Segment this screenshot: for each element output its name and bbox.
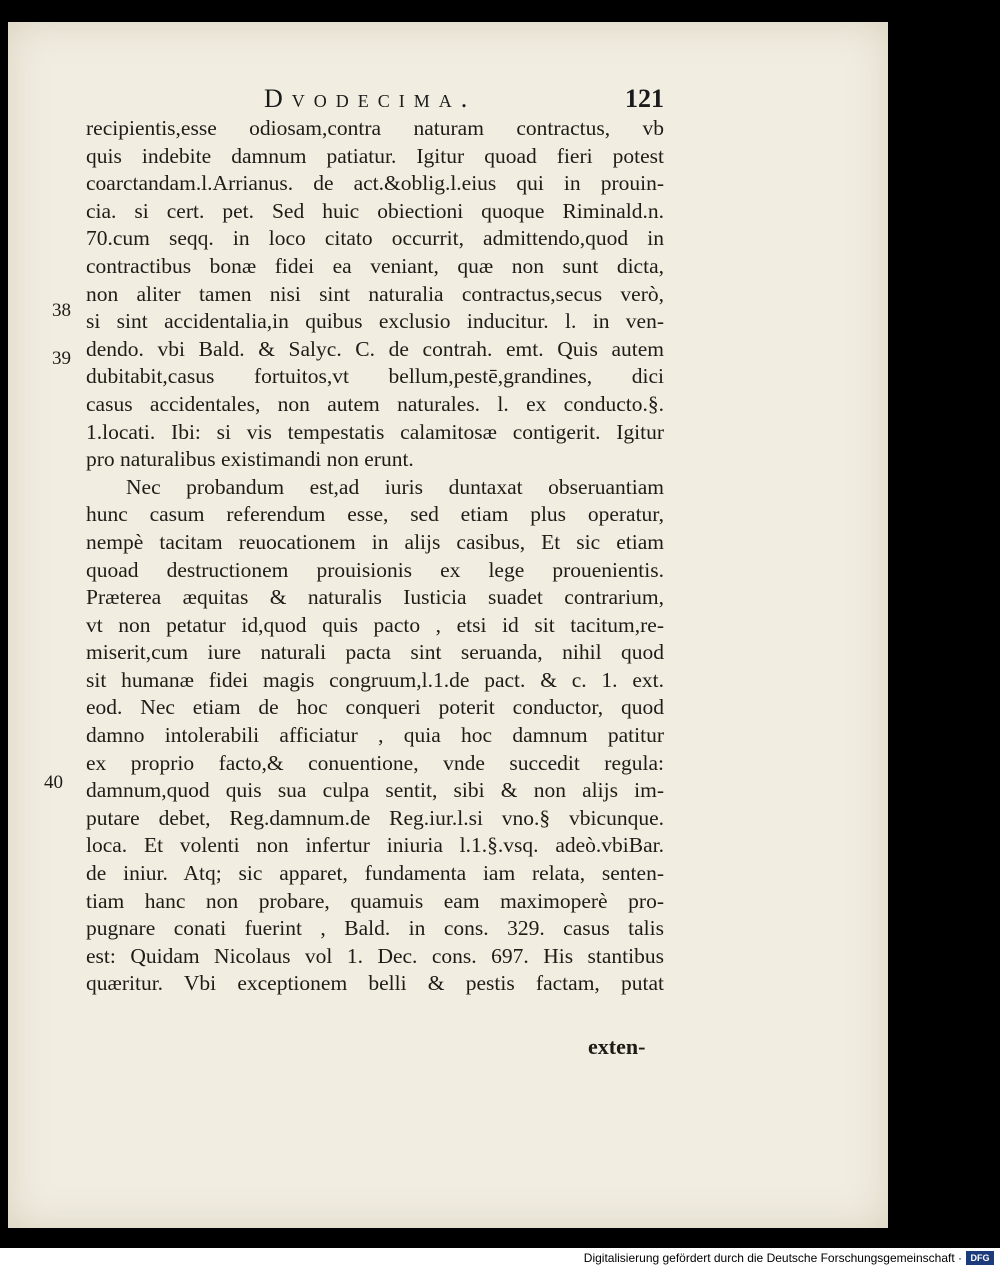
footer-bar xyxy=(0,1248,1000,1269)
text-line: hunc casum referendum esse, sed etiam plus operatur, xyxy=(86,502,664,527)
text-line: dubitabit,casus fortuitos,vt bellum,pestē,grandines, dici xyxy=(86,364,664,389)
text-line: Nec probandum est,ad iuris duntaxat obseruantiam xyxy=(126,474,664,499)
text-line: eod. Nec etiam de hoc conqueri poterit conductor, quod xyxy=(86,695,664,720)
funding-credit: Digitalisierung gefördert durch die Deutsche Forschungsgemeinschaft · xyxy=(583,1251,962,1265)
text-line: damno intolerabili afficiatur , quia hoc damnum patitur xyxy=(86,723,664,748)
page-number: 121 xyxy=(625,84,664,113)
running-title: Dvodecima. xyxy=(264,84,477,113)
text-line: 70.cum seqq. in loco citato occurrit, admittendo,quod in xyxy=(86,226,664,251)
text-line: non aliter tamen nisi sint naturalia contractus,secus verò, xyxy=(86,281,664,306)
text-line: Præterea æquitas & naturalis Iusticia suadet contrarium, xyxy=(86,585,664,610)
text-line: de iniur. Atq; sic apparet, fundamenta iam relata, senten- xyxy=(86,861,664,886)
text-line: tiam hanc non probare, quamuis eam maximoperè pro- xyxy=(86,888,664,913)
text-line: dendo. vbi Bald. & Salyc. C. de contrah. emt. Quis autem xyxy=(86,336,664,361)
text-line: si sint accidentalia,in quibus exclusio inducitur. l. in ven- xyxy=(86,309,664,334)
catchword: exten- xyxy=(588,1034,646,1059)
text-line: contractibus bonæ fidei ea veniant, quæ non sunt dicta, xyxy=(86,253,664,278)
body-text xyxy=(86,115,664,998)
margin-number: 39 xyxy=(52,348,71,369)
text-line: sit humanæ fidei magis congruum,l.1.de pact. & c. 1. ext. xyxy=(86,667,664,692)
text-line: cia. si cert. pet. Sed huic obiectioni quoque Riminald.n. xyxy=(86,198,664,223)
text-line: damnum,quod quis sua culpa sentit, sibi & non alijs im- xyxy=(86,778,664,803)
text-line: casus accidentales, non autem naturales. l. ex conducto.§. xyxy=(86,391,664,416)
text-line: pugnare conati fuerint , Bald. in cons. 329. casus talis xyxy=(86,916,664,941)
dfg-logo-icon: DFG xyxy=(966,1251,994,1265)
text-line: quoad destructionem prouisionis ex lege prouenientis. xyxy=(86,557,664,582)
text-line: pro naturalibus existimandi non erunt. xyxy=(86,447,414,472)
margin-number: 38 xyxy=(52,300,71,321)
text-line: miserit,cum iure naturali pacta sint seruanda, nihil quod xyxy=(86,640,664,665)
margin-number: 40 xyxy=(44,772,63,793)
text-line: loca. Et volenti non infertur iniuria l.1.§.vsq. adeò.vbiBar. xyxy=(86,833,664,858)
text-line: vt non petatur id,quod quis pacto , etsi id sit tacitum,re- xyxy=(86,612,664,637)
text-line: est: Quidam Nicolaus vol 1. Dec. cons. 697. His stantibus xyxy=(86,943,664,968)
book-page xyxy=(8,22,888,1228)
text-line: recipientis,esse odiosam,contra naturam contractus, vb xyxy=(86,116,664,140)
text-line: coarctandam.l.Arrianus. de act.&oblig.l.eius qui in prouin- xyxy=(86,171,664,196)
text-line: 1.locati. Ibi: si vis tempestatis calamitosæ contigerit. Igitur xyxy=(86,419,664,444)
text-line: ex proprio facto,& conuentione, vnde succedit regula: xyxy=(86,750,664,775)
text-line: putare debet, Reg.damnum.de Reg.iur.l.si vno.§ vbicunque. xyxy=(86,805,664,830)
text-line: nempè tacitam reuocationem in alijs casibus, Et sic etiam xyxy=(86,529,664,554)
text-line: quis indebite damnum patiatur. Igitur quoad fieri potest xyxy=(86,143,664,168)
text-line: quæritur. Vbi exceptionem belli & pestis factam, putat xyxy=(86,971,664,996)
